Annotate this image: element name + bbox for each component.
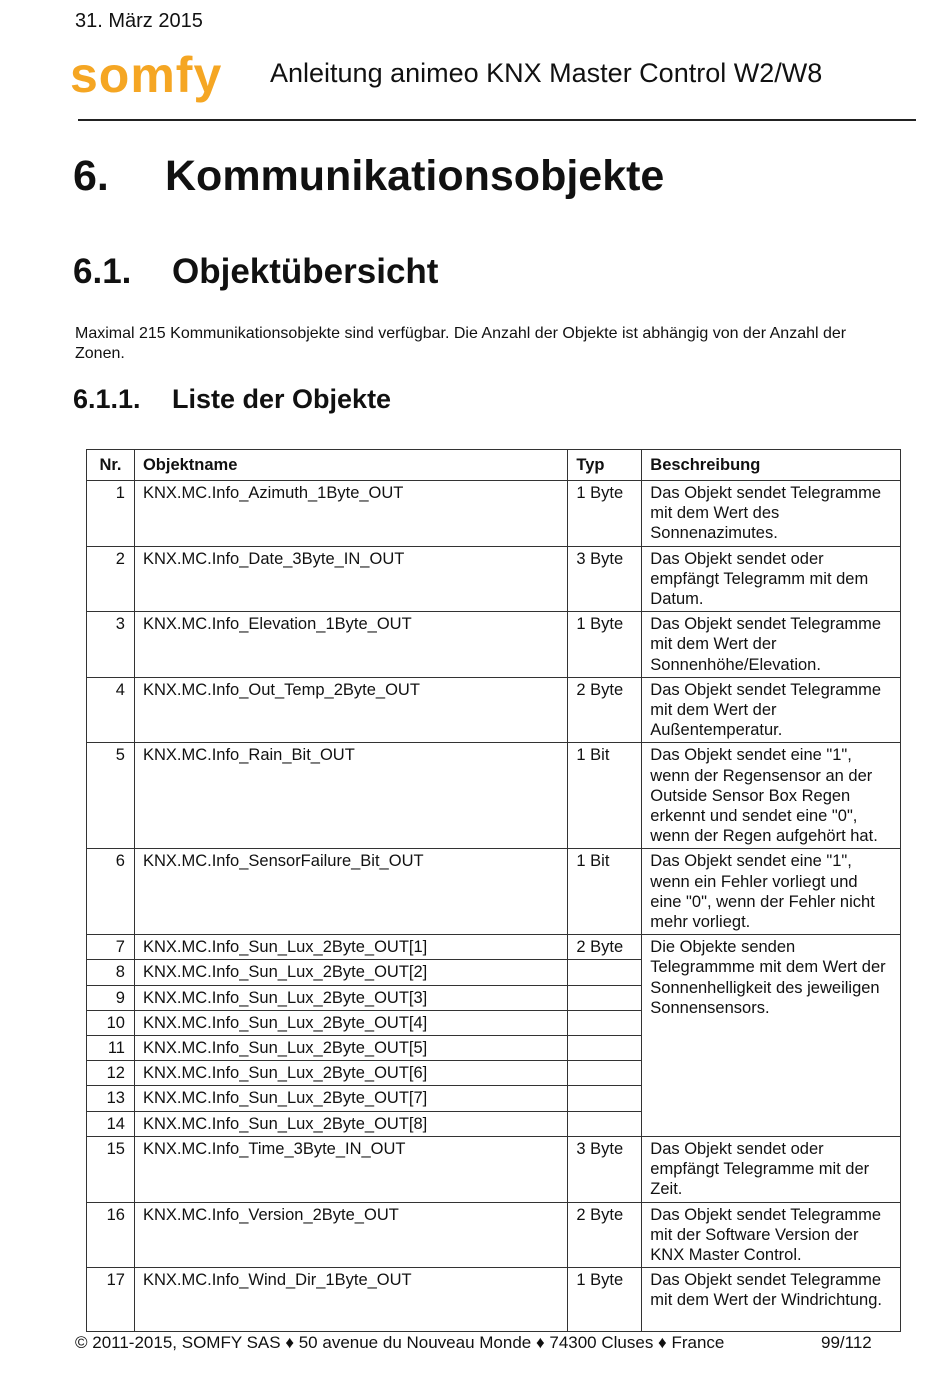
subsubsection-title: Liste der Objekte bbox=[172, 384, 392, 414]
cell-objektname: KNX.MC.Info_Sun_Lux_2Byte_OUT[6] bbox=[134, 1061, 567, 1086]
cell-objektname: KNX.MC.Info_Elevation_1Byte_OUT bbox=[134, 612, 567, 678]
cell-beschreibung: Das Objekt sendet Telegramme mit dem Wert der Windrichtung. bbox=[642, 1268, 901, 1332]
cell-typ bbox=[568, 1010, 642, 1035]
cell-typ: 1 Byte bbox=[568, 1268, 642, 1332]
cell-objektname: KNX.MC.Info_Azimuth_1Byte_OUT bbox=[134, 481, 567, 547]
footer-copyright: © 2011-2015, SOMFY SAS ♦ 50 avenue du Nouveau Monde ♦ 74300 Cluses ♦ France bbox=[75, 1333, 725, 1352]
cell-nr: 8 bbox=[87, 960, 135, 985]
cell-objektname: KNX.MC.Info_Sun_Lux_2Byte_OUT[3] bbox=[134, 985, 567, 1010]
table-row bbox=[87, 1202, 901, 1268]
cell-nr: 4 bbox=[87, 677, 135, 743]
cell-nr: 1 bbox=[87, 481, 135, 547]
cell-objektname: KNX.MC.Info_Rain_Bit_OUT bbox=[134, 743, 567, 849]
cell-objektname: KNX.MC.Info_Date_3Byte_IN_OUT bbox=[134, 546, 567, 612]
cell-nr: 6 bbox=[87, 849, 135, 935]
header-beschreibung: Beschreibung bbox=[642, 450, 901, 481]
cell-objektname: KNX.MC.Info_Sun_Lux_2Byte_OUT[2] bbox=[134, 960, 567, 985]
somfy-logo bbox=[70, 50, 255, 105]
header-date: 31. März 2015 bbox=[75, 10, 203, 32]
header-divider bbox=[78, 119, 916, 121]
cell-typ bbox=[568, 960, 642, 985]
cell-objektname: KNX.MC.Info_Sun_Lux_2Byte_OUT[8] bbox=[134, 1111, 567, 1136]
cell-beschreibung: Das Objekt sendet Telegramme mit dem Wert des Sonnenazimutes. bbox=[642, 481, 901, 547]
cell-beschreibung: Die Objekte senden Telegrammme mit dem Wert der Sonnenhelligkeit des jeweiligen Sonnensensors. bbox=[642, 935, 901, 1137]
cell-nr: 10 bbox=[87, 1010, 135, 1035]
cell-objektname: KNX.MC.Info_Version_2Byte_OUT bbox=[134, 1202, 567, 1268]
cell-beschreibung: Das Objekt sendet oder empfängt Telegramme mit der Zeit. bbox=[642, 1136, 901, 1202]
cell-typ: 3 Byte bbox=[568, 1136, 642, 1202]
subsection-title: Objektübersicht bbox=[172, 252, 439, 291]
cell-typ: 1 Byte bbox=[568, 612, 642, 678]
objects-table bbox=[86, 449, 901, 1332]
table-row bbox=[87, 677, 901, 743]
cell-nr: 13 bbox=[87, 1086, 135, 1111]
table-header-row bbox=[87, 450, 901, 481]
table-row bbox=[87, 1136, 901, 1202]
cell-beschreibung: Das Objekt sendet oder empfängt Telegramm mit dem Datum. bbox=[642, 546, 901, 612]
section-heading bbox=[73, 152, 664, 201]
cell-nr: 12 bbox=[87, 1061, 135, 1086]
cell-typ bbox=[568, 1086, 642, 1111]
cell-nr: 5 bbox=[87, 743, 135, 849]
cell-nr: 16 bbox=[87, 1202, 135, 1268]
table-row bbox=[87, 481, 901, 547]
cell-typ bbox=[568, 1111, 642, 1136]
cell-beschreibung: Das Objekt sendet eine "1", wenn ein Fehler vorliegt und eine "0", wenn der Fehler nicht mehr vorliegt. bbox=[642, 849, 901, 935]
cell-objektname: KNX.MC.Info_Wind_Dir_1Byte_OUT bbox=[134, 1268, 567, 1332]
cell-objektname: KNX.MC.Info_Sun_Lux_2Byte_OUT[1] bbox=[134, 935, 567, 960]
cell-typ bbox=[568, 1036, 642, 1061]
cell-objektname: KNX.MC.Info_SensorFailure_Bit_OUT bbox=[134, 849, 567, 935]
intro-paragraph: Maximal 215 Kommunikationsobjekte sind verfügbar. Die Anzahl der Objekte ist abhängig von der Anzahl der Zonen. bbox=[75, 325, 847, 362]
cell-typ: 1 Bit bbox=[568, 743, 642, 849]
cell-objektname: KNX.MC.Info_Time_3Byte_IN_OUT bbox=[134, 1136, 567, 1202]
cell-beschreibung: Das Objekt sendet Telegramme mit der Software Version der KNX Master Control. bbox=[642, 1202, 901, 1268]
cell-typ: 2 Byte bbox=[568, 935, 642, 960]
table-row bbox=[87, 546, 901, 612]
cell-typ bbox=[568, 1061, 642, 1086]
cell-typ: 1 Bit bbox=[568, 849, 642, 935]
cell-beschreibung: Das Objekt sendet Telegramme mit dem Wert der Sonnenhöhe/Elevation. bbox=[642, 612, 901, 678]
cell-nr: 7 bbox=[87, 935, 135, 960]
subsubsection-number: 6.1.1. bbox=[73, 384, 141, 414]
cell-typ: 1 Byte bbox=[568, 481, 642, 547]
table-row bbox=[87, 1268, 901, 1332]
cell-nr: 2 bbox=[87, 546, 135, 612]
header-typ: Typ bbox=[568, 450, 642, 481]
cell-nr: 3 bbox=[87, 612, 135, 678]
section-title: Kommunikationsobjekte bbox=[165, 152, 665, 200]
cell-nr: 11 bbox=[87, 1036, 135, 1061]
cell-beschreibung: Das Objekt sendet eine "1", wenn der Regensensor an der Outside Sensor Box Regen erkennt und sendet eine "0", wenn der Regen aufgehört hat. bbox=[642, 743, 901, 849]
cell-typ: 2 Byte bbox=[568, 1202, 642, 1268]
cell-objektname: KNX.MC.Info_Sun_Lux_2Byte_OUT[5] bbox=[134, 1036, 567, 1061]
cell-objektname: KNX.MC.Info_Out_Temp_2Byte_OUT bbox=[134, 677, 567, 743]
cell-typ: 2 Byte bbox=[568, 677, 642, 743]
subsection-number: 6.1. bbox=[73, 252, 132, 291]
cell-nr: 15 bbox=[87, 1136, 135, 1202]
cell-nr: 17 bbox=[87, 1268, 135, 1332]
cell-objektname: KNX.MC.Info_Sun_Lux_2Byte_OUT[7] bbox=[134, 1086, 567, 1111]
cell-nr: 14 bbox=[87, 1111, 135, 1136]
table-row bbox=[87, 612, 901, 678]
cell-objektname: KNX.MC.Info_Sun_Lux_2Byte_OUT[4] bbox=[134, 1010, 567, 1035]
subsubsection-heading bbox=[73, 384, 391, 415]
cell-typ: 3 Byte bbox=[568, 546, 642, 612]
table-row bbox=[87, 935, 901, 960]
header-objektname: Objektname bbox=[134, 450, 567, 481]
header-nr: Nr. bbox=[87, 450, 135, 481]
cell-beschreibung: Das Objekt sendet Telegramme mit dem Wert der Außentemperatur. bbox=[642, 677, 901, 743]
document-title: Anleitung animeo KNX Master Control W2/W8 bbox=[270, 58, 823, 88]
svg-text:somfy: somfy bbox=[70, 50, 223, 103]
table-row bbox=[87, 849, 901, 935]
section-number: 6. bbox=[73, 152, 109, 200]
subsection-heading bbox=[73, 252, 438, 292]
cell-typ bbox=[568, 985, 642, 1010]
page-number: 99/112 bbox=[821, 1333, 872, 1352]
table-row bbox=[87, 743, 901, 849]
cell-nr: 9 bbox=[87, 985, 135, 1010]
